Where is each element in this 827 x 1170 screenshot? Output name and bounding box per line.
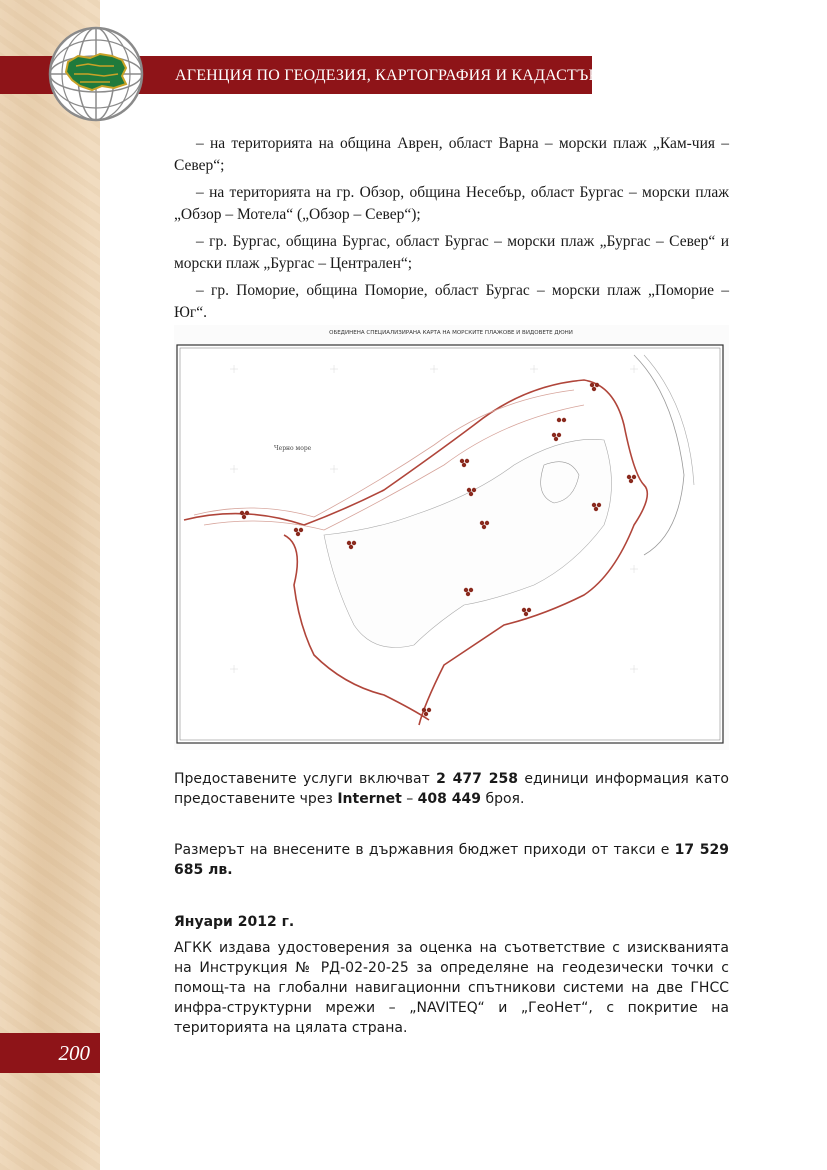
services-text-2: единици информация като предоставените чрез <box>174 771 729 807</box>
beach-map <box>174 325 729 750</box>
revenue-amount: 17 529 685 лв. <box>174 842 729 878</box>
bullet-obzor: – на територията на гр. Обзор, община Несебър, област Бургас – морски плаж „Обзор – Мотела“ („Обзор – Север“); <box>174 184 729 223</box>
decorative-side-band <box>0 0 100 1170</box>
bullet-burgas: – гр. Бургас, община Бургас, област Бургас – морски плаж „Бургас – Север“ и морски плаж „Бургас – Централен“; <box>174 233 729 272</box>
date-heading: Януари 2012 г. <box>174 914 295 930</box>
revenue-text: Размерът на внесените в държавния бюджет приходи от такси е <box>174 842 675 858</box>
bullet-pomorie: – гр. Поморие, община Поморие, област Бургас – морски плаж „Поморие – Юг“. <box>174 282 729 321</box>
intro-bullet-list <box>174 133 729 324</box>
services-internet-count: 408 449 <box>417 791 481 807</box>
services-internet-label: Internet <box>337 791 402 807</box>
services-text-3: броя. <box>481 791 525 807</box>
services-dash: – <box>401 791 418 807</box>
agency-logo <box>48 26 144 122</box>
bullet-kamchia: – на територията на община Аврен, област Варна – морски плаж „Кам-чия – Север“; <box>174 135 729 174</box>
january-paragraph: АГКК издава удостоверения за оценка на съответствие с изискванията на Инструкция № РД-02-20-25 за определяне на геодезически точки с помощ-та на глобални навигационни спътникови системи на две ГНСС инфра-структурни мрежи – „NAVITEQ“ и „ГеоНет“, с покритие на територията на цялата страна. <box>174 940 729 1036</box>
map-title: ОБЕДИНЕНА СПЕЦИАЛИЗИРАНА КАРТА НА МОРСКИТЕ ПЛАЖОВЕ И ВИДОВЕТЕ ДЮНИ <box>329 330 573 336</box>
services-text-1: Предоставените услуги включват <box>174 771 437 787</box>
map-sea-label: Черно море <box>274 445 312 452</box>
header-title: АГЕНЦИЯ ПО ГЕОДЕЗИЯ, КАРТОГРАФИЯ И КАДАСТЪР <box>175 67 598 84</box>
services-units-value: 2 477 258 <box>436 771 518 787</box>
page-number: 200 <box>58 1041 90 1065</box>
revenue-paragraph <box>174 840 729 880</box>
services-paragraph <box>174 769 729 809</box>
beach-map-figure <box>174 325 729 750</box>
